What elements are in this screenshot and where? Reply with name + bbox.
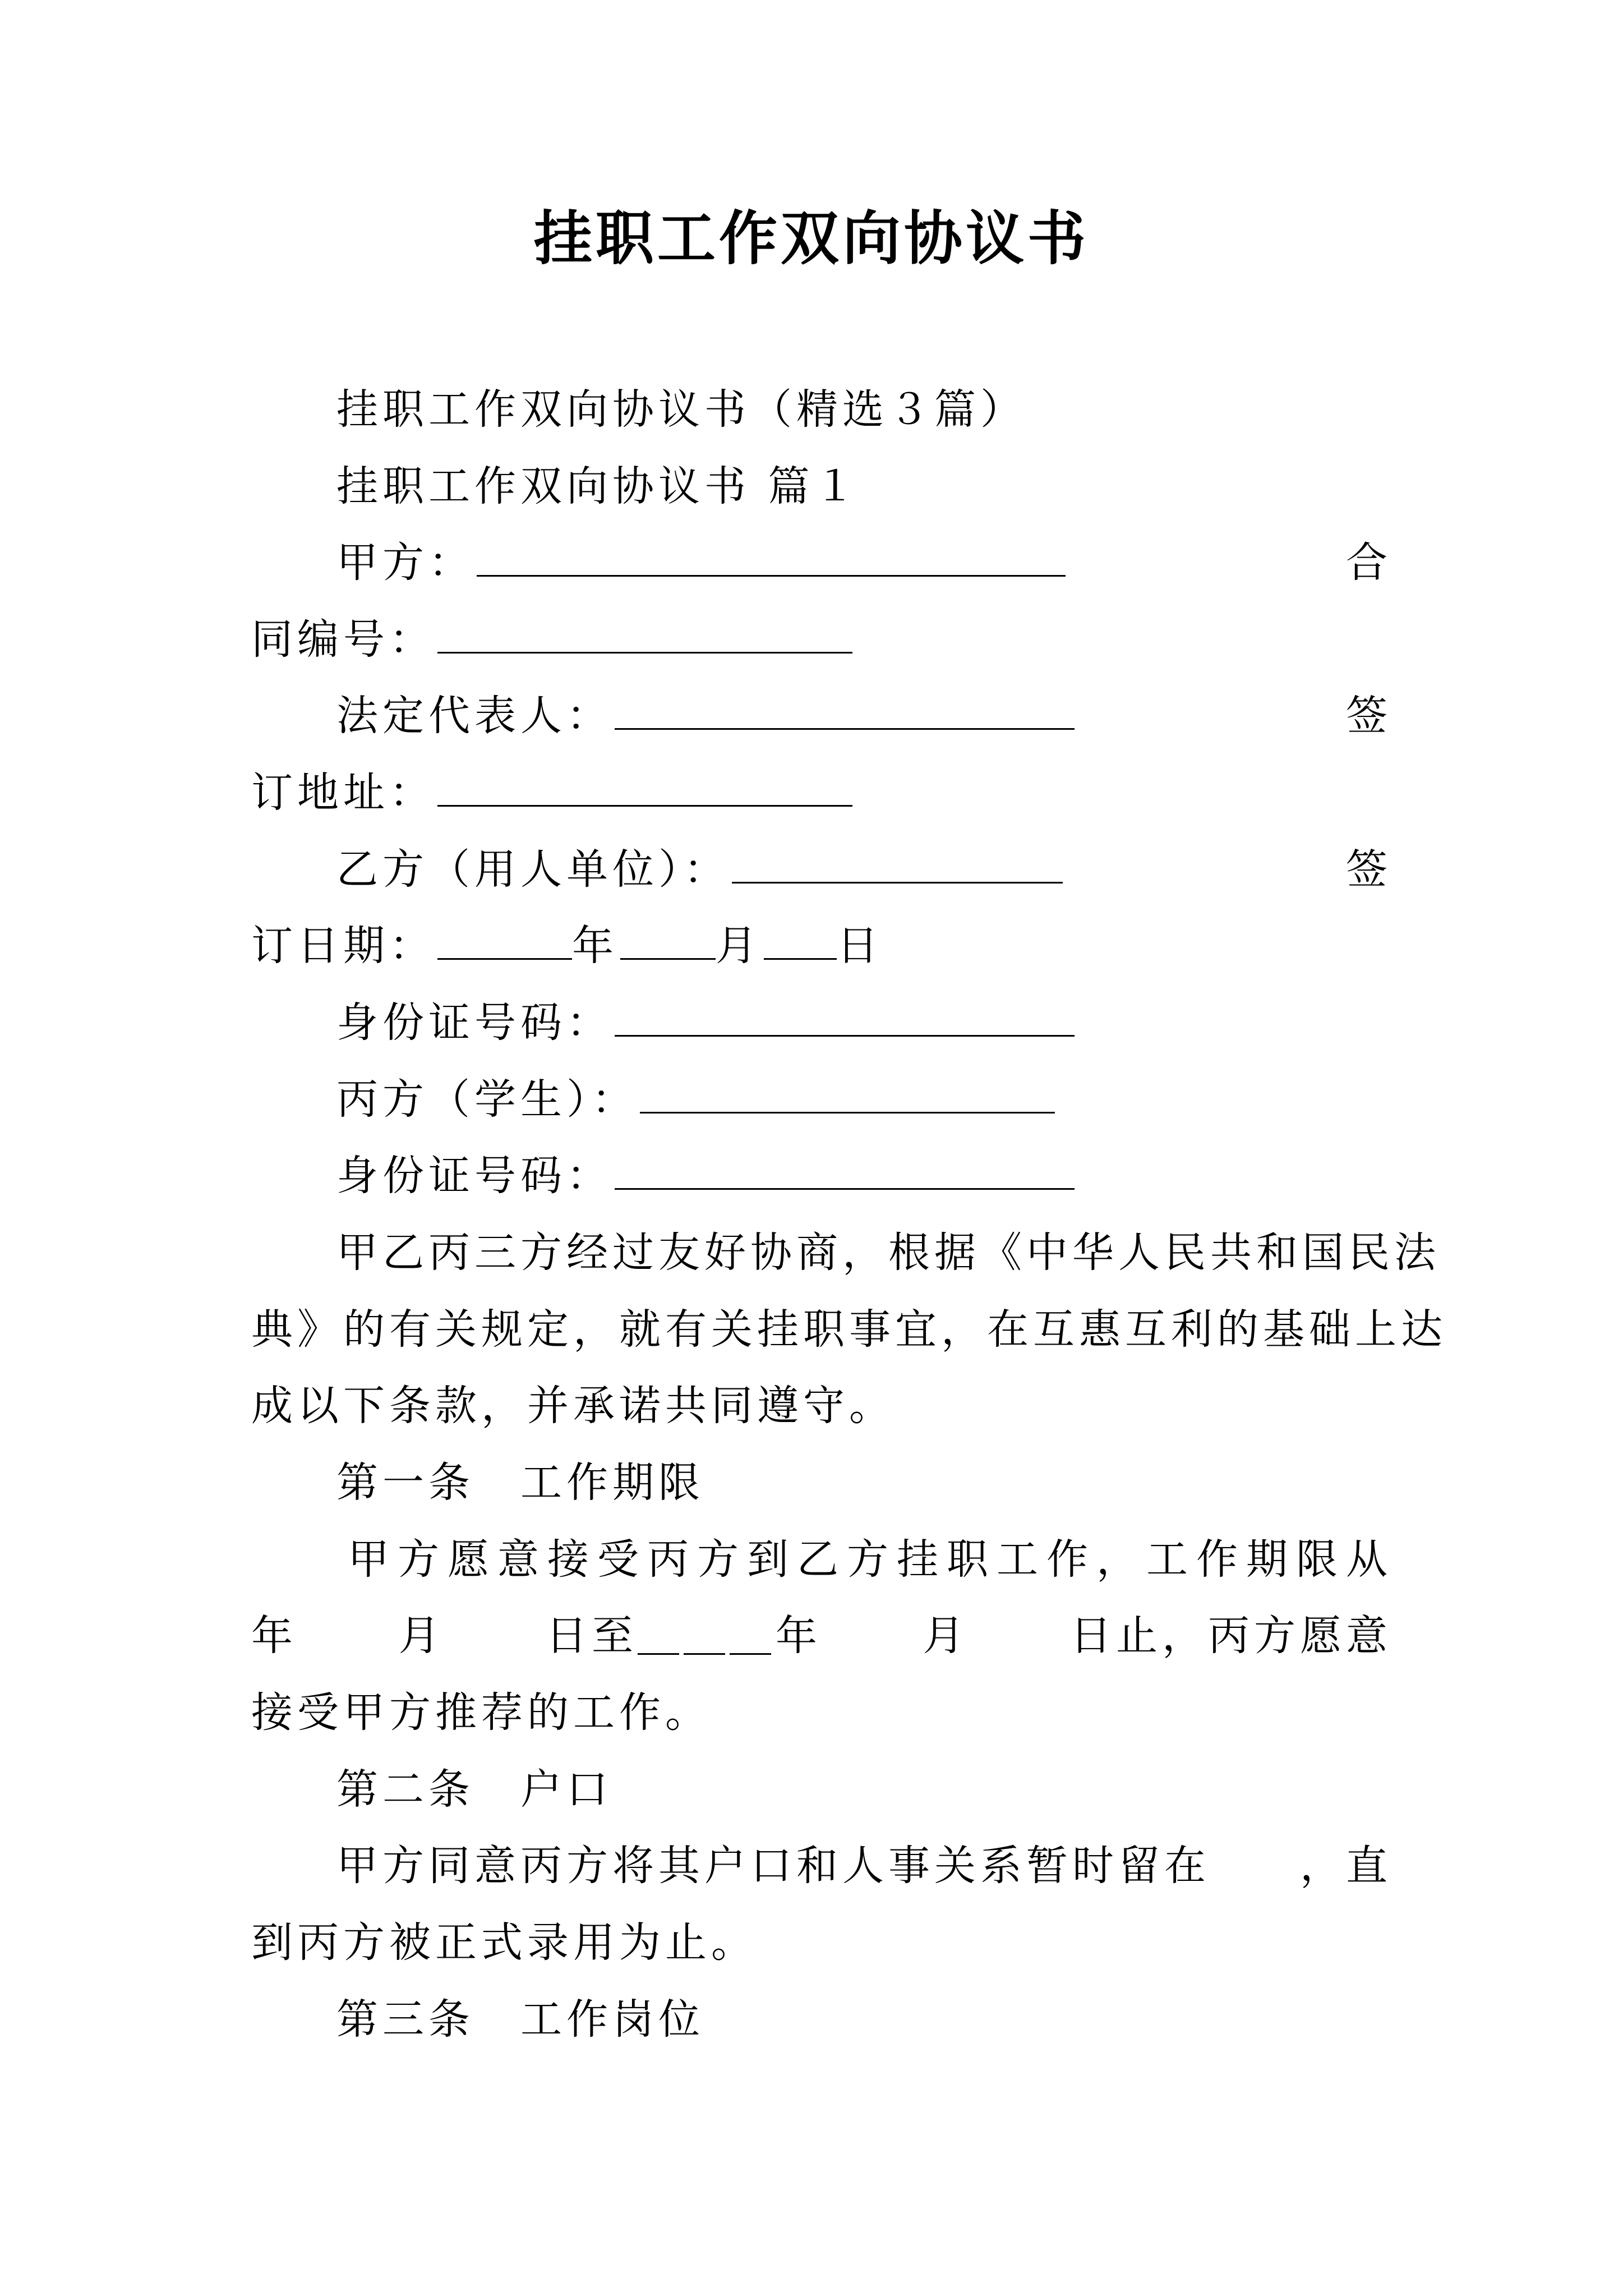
article-3-heading: 第三条 工作岗位 <box>336 1995 704 2044</box>
party-c-field <box>336 1071 1055 1128</box>
article-1-line-2 <box>251 1608 1392 1664</box>
party-c-blank[interactable] <box>640 1074 1055 1114</box>
article-2-line-2: 到丙方被正式录用为止。 <box>251 1918 757 1967</box>
article-1-month-end: 月 <box>923 1612 969 1660</box>
contract-no-blank[interactable] <box>437 614 852 654</box>
party-c-label: 丙方（学生）： <box>336 1075 638 1124</box>
contract-no-label: 同编号： <box>251 615 435 664</box>
legal-rep-field <box>336 688 1075 744</box>
sign-address-blank[interactable] <box>437 767 852 807</box>
article-1-year-start: 年 <box>251 1612 297 1660</box>
article-2-heading: 第二条 户口 <box>336 1765 612 1814</box>
id-number-blank-2[interactable] <box>615 1151 1075 1190</box>
contract-no-field <box>251 611 852 668</box>
contract-no-label-start: 合 <box>1346 539 1392 587</box>
article-1-line-1: 甲 方 愿 意 接 受 丙 方 到 乙 方 挂 职 工 作 ， 工 作 期 限 从 <box>348 1535 1392 1584</box>
sign-address-field <box>251 765 852 821</box>
sign-date-year-blank[interactable] <box>437 921 572 960</box>
legal-rep-blank[interactable] <box>615 691 1075 730</box>
id-number-field-2 <box>336 1148 1075 1204</box>
article-1-month-start: 月 <box>398 1612 445 1660</box>
article-1-day-to: 日至＿＿＿年 <box>546 1612 822 1660</box>
id-number-field-1 <box>336 995 1075 1051</box>
sign-date-day-label: 日 <box>837 922 883 970</box>
subtitle: 挂职工作双向协议书（精选３篇） <box>336 385 1026 434</box>
document-title: 挂职工作双向协议书 <box>533 204 1089 273</box>
preamble-line-2: 典 》 的 有 关 规 定 ， 就 有 关 挂 职 事 宜 ， 在 互 惠 互 利 的 基 础 上 达 <box>251 1305 1447 1354</box>
party-b-blank[interactable] <box>732 844 1063 884</box>
sign-date-field <box>251 918 883 974</box>
sign-date-month-label: 月 <box>716 922 762 970</box>
part-heading: 挂职工作双向协议书 篇１ <box>336 462 860 510</box>
legal-rep-label: 法定代表人： <box>336 692 612 740</box>
sign-date-day-blank[interactable] <box>764 921 837 960</box>
article-2-line-1: 甲方同意丙方将其户口和人事关系暂时留在 <box>336 1842 1210 1890</box>
party-a-blank[interactable] <box>477 537 1066 577</box>
sign-date-month-blank[interactable] <box>620 921 716 960</box>
sign-date-label: 订日期： <box>251 922 435 970</box>
sign-date-year-label: 年 <box>572 922 618 970</box>
sign-address-label-start: 签 <box>1346 692 1392 740</box>
article-1-line-3: 接受甲方推荐的工作。 <box>251 1688 711 1737</box>
party-a-field <box>336 535 1066 591</box>
party-b-label: 乙方（用人单位）： <box>336 845 730 894</box>
preamble-line-1: 甲 乙 丙 三 方 经 过 友 好 协 商 ， 根 据 《 中 华 人 民 共 和 国 民 法 <box>336 1228 1440 1277</box>
article-1-heading: 第一条 工作期限 <box>336 1458 704 1507</box>
sign-date-label-start: 签 <box>1346 845 1392 894</box>
article-2-line-1-end: ，直 <box>1300 1842 1392 1890</box>
article-1-day-end: 日止，丙方愿意 <box>1070 1612 1392 1660</box>
sign-address-label: 订地址： <box>251 769 435 817</box>
id-number-blank-1[interactable] <box>615 997 1075 1037</box>
id-number-label-2: 身份证号码： <box>336 1152 612 1200</box>
id-number-label-1: 身份证号码： <box>336 999 612 1047</box>
party-a-label: 甲方： <box>336 539 474 587</box>
preamble-line-3: 成以下条款，并承诺共同遵守。 <box>251 1382 895 1430</box>
party-b-field <box>336 841 1063 898</box>
